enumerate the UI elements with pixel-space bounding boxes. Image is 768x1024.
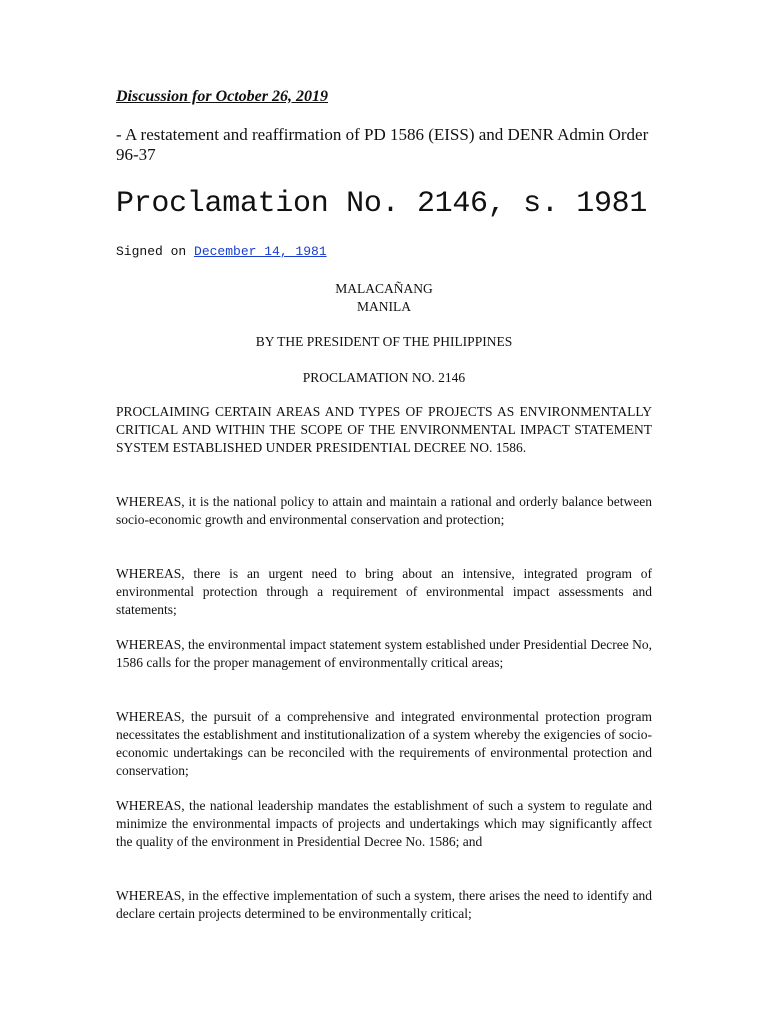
- signed-line: [116, 244, 327, 260]
- authority-line: BY THE PRESIDENT OF THE PHILIPPINES: [255, 334, 513, 349]
- restatement-note: - A restatement and reaffirmation of PD 1586 (EISS) and DENR Admin Order 96-37: [116, 125, 649, 164]
- whereas-paragraph-2: WHEREAS, there is an urgent need to bring about an intensive, integrated program of environmental protection through a requirement of environmental impact assessments and statements;: [116, 566, 652, 617]
- signed-date-link[interactable]: December 14, 1981: [194, 244, 327, 259]
- whereas-paragraph-4: WHEREAS, the pursuit of a comprehensive and integrated environmental protection program necessitates the establishment and institutionalization of a system whereby the exigencies of socio-economic undertakings can be reconciled with the requirements of environmental protection and conservation;: [116, 709, 652, 778]
- office-name: MALACAÑANG: [335, 281, 433, 296]
- whereas-paragraph-3: WHEREAS, the environmental impact statement system established under Presidential Decree No, 1586 calls for the proper management of environmentally critical areas;: [116, 637, 652, 670]
- city-name: MANILA: [357, 299, 411, 314]
- whereas-paragraph-5: WHEREAS, the national leadership mandates the establishment of such a system to regulate and minimize the environmental impacts of projects and undertakings which may significantly affect the quality of the environment in Presidential Decree No. 1586; and: [116, 798, 652, 849]
- whereas-paragraph-1: WHEREAS, it is the national policy to attain and maintain a rational and orderly balance between socio-economic growth and environmental conservation and protection;: [116, 494, 652, 527]
- page-title: Proclamation No. 2146, s. 1981: [116, 187, 648, 221]
- whereas-paragraph-6: WHEREAS, in the effective implementation of such a system, there arises the need to identify and declare certain projects determined to be environmentally critical;: [116, 888, 652, 921]
- proclamation-subject: PROCLAIMING CERTAIN AREAS AND TYPES OF PROJECTS AS ENVIRONMENTALLY CRITICAL AND WITHIN THE SCOPE OF THE ENVIRONMENTAL IMPACT STATEMENT SYSTEM ESTABLISHED UNDER PRESIDENTIAL DECREE NO. 1586.: [116, 404, 652, 455]
- signed-prefix: Signed on: [116, 244, 195, 259]
- discussion-heading: Discussion for October 26, 2019: [116, 88, 329, 105]
- proclamation-number: PROCLAMATION NO. 2146: [302, 370, 466, 385]
